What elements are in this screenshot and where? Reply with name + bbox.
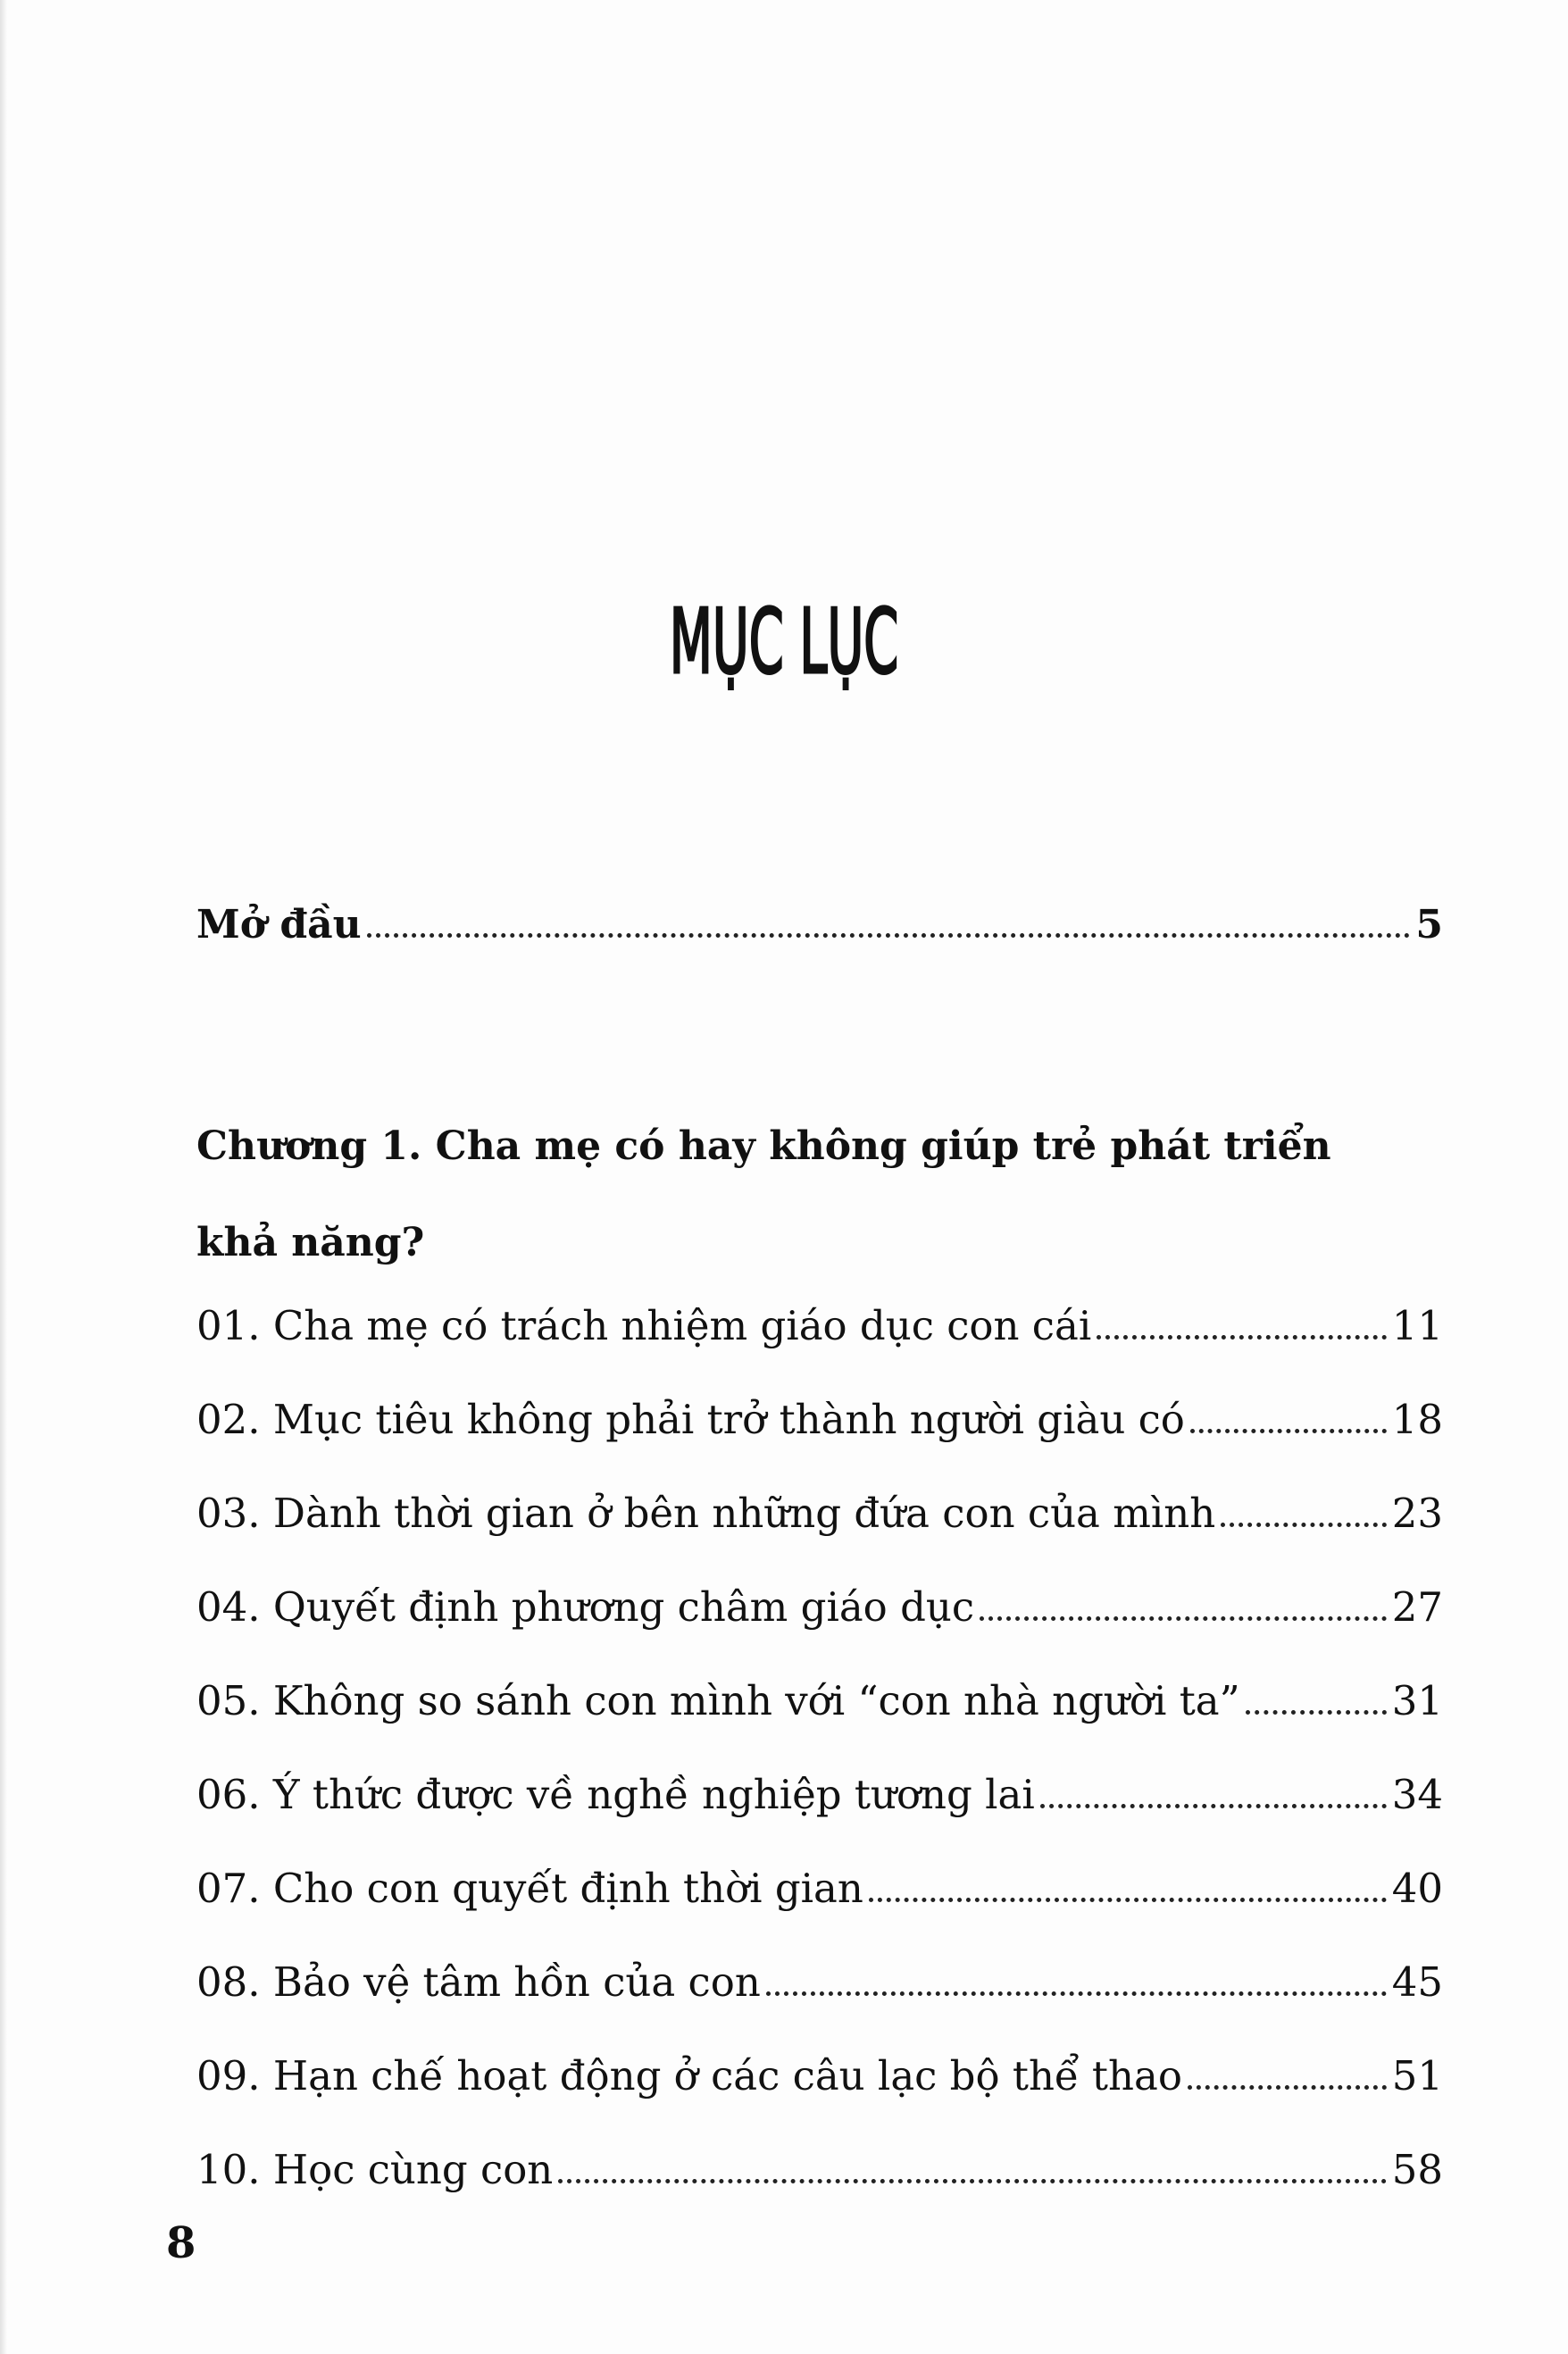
toc-entry-label: 09. Hạn chế hoạt động ở các câu lạc bộ thể thao xyxy=(196,2052,1182,2099)
toc-entry-label: 06. Ý thức được về nghề nghiệp tương lai xyxy=(196,1771,1035,1818)
dot-leader xyxy=(367,933,1411,938)
toc-entry-page: 27 xyxy=(1391,1583,1443,1631)
toc-entry-label: 03. Dành thời gian ở bên những đứa con của mình xyxy=(196,1490,1216,1537)
toc-entry-row[interactable] xyxy=(196,1490,1443,1537)
page-title: MỤC LỤC xyxy=(669,589,899,694)
dot-leader xyxy=(558,2179,1386,2183)
toc-entry-page: 23 xyxy=(1391,1490,1443,1537)
toc-intro-page: 5 xyxy=(1415,902,1443,947)
toc-entry-page: 45 xyxy=(1391,1958,1443,2006)
toc-entry-label: 04. Quyết định phương châm giáo dục xyxy=(196,1583,975,1631)
toc-entry-row[interactable] xyxy=(196,1958,1443,2006)
toc-entry-label: 07. Cho con quyết định thời gian xyxy=(196,1865,863,1912)
toc-entry-page: 34 xyxy=(1391,1771,1443,1818)
toc-entry-label: 10. Học cùng con xyxy=(196,2146,554,2193)
chapter-heading xyxy=(196,1098,1447,1291)
toc-entry-label: 02. Mục tiêu không phải trở thành người giàu có xyxy=(196,1396,1185,1443)
toc-entry-page: 40 xyxy=(1391,1865,1443,1912)
toc-entry-page: 11 xyxy=(1391,1302,1443,1349)
dot-leader xyxy=(1246,1710,1387,1715)
toc-entry-page: 58 xyxy=(1391,2146,1443,2193)
dot-leader xyxy=(766,1991,1387,1996)
toc-entry-row[interactable] xyxy=(196,1677,1443,1724)
dot-leader xyxy=(869,1898,1387,1902)
page-number: 8 xyxy=(166,2218,196,2268)
toc-entry-row[interactable] xyxy=(196,2052,1443,2099)
dot-leader xyxy=(1040,1804,1387,1808)
toc-entry-row[interactable] xyxy=(196,1302,1443,1349)
toc-entry-page: 18 xyxy=(1391,1396,1443,1443)
chapter-heading-line-1: Chương 1. Cha mẹ có hay không giúp trẻ phát triển xyxy=(196,1123,1331,1169)
toc-entry-row[interactable] xyxy=(196,1771,1443,1818)
dot-leader xyxy=(980,1616,1387,1621)
toc-entry-row[interactable] xyxy=(196,2146,1443,2193)
toc-entry-label: 01. Cha mẹ có trách nhiệm giáo dục con cái xyxy=(196,1302,1092,1349)
dot-leader xyxy=(1097,1335,1387,1340)
toc-entry-page: 31 xyxy=(1391,1677,1443,1724)
toc-entry-row[interactable] xyxy=(196,1396,1443,1443)
chapter-heading-line-2: khả năng? xyxy=(196,1220,425,1265)
dot-leader xyxy=(1188,2085,1387,2090)
toc-entry-label: 05. Không so sánh con mình với “con nhà người ta” xyxy=(196,1677,1240,1724)
toc-entry-row[interactable] xyxy=(196,1865,1443,1912)
toc-entry-page: 51 xyxy=(1391,2052,1443,2099)
toc-intro-row[interactable] xyxy=(196,902,1443,947)
dot-leader xyxy=(1221,1523,1387,1527)
toc-entry-row[interactable] xyxy=(196,1583,1443,1631)
dot-leader xyxy=(1190,1429,1387,1433)
page-edge-shadow xyxy=(0,0,7,2354)
toc-entry-label: 08. Bảo vệ tâm hồn của con xyxy=(196,1958,761,2006)
toc-intro-label: Mở đầu xyxy=(196,902,362,947)
